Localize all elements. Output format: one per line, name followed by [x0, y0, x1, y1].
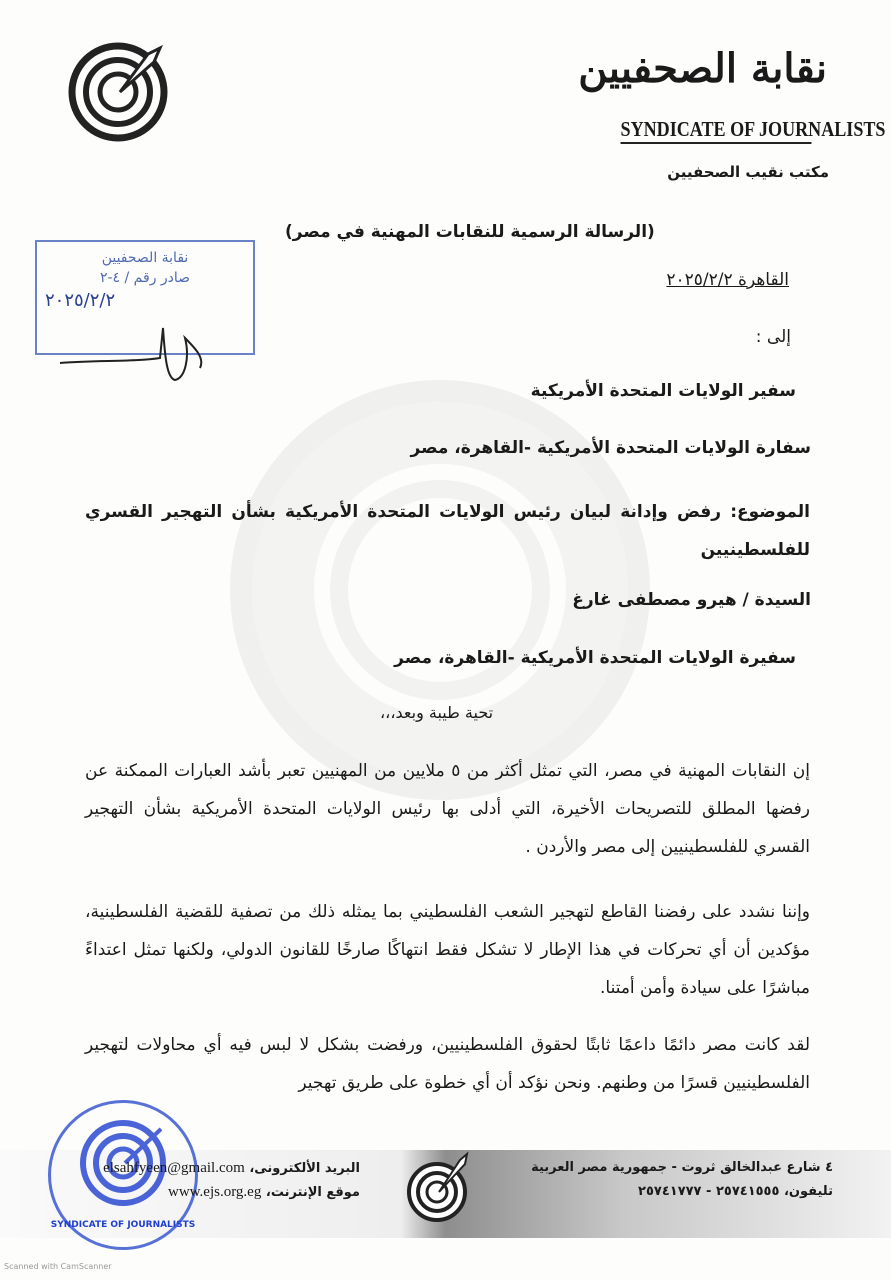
signature [55, 318, 205, 398]
logo-arabic: نقابة الصحفيين [578, 45, 827, 92]
footer-phone: تليفون، ٢٥٧٤١٥٥٥ - ٢٥٧٤١٧٧٧ [638, 1184, 833, 1199]
logo-english: SYNDICATE OF JOURNALISTS [621, 117, 812, 144]
paragraph-1: إن النقابات المهنية في مصر، التي تمثل أكثر من ٥ ملايين من المهنيين تعبر بأشد العبارات الممكنة عن رفضها المطلق للتصريحات الأخيرة، التي أدلى بها رئيس الولايات المتحدة الأمريكية بشأن التهجير القسري للفلسطينيين إلى مصر والأردن . [85, 761, 810, 857]
document-date: القاهرة ٢٠٢٥/٢/٢ [666, 270, 789, 290]
email-label: البريد الألكترونى، [249, 1161, 360, 1176]
website-link[interactable]: www.ejs.org.eg [168, 1184, 262, 1200]
stamp-line-1: نقابة الصحفيين [101, 250, 189, 266]
website-label: موقع الإنترنت، [265, 1185, 360, 1200]
recipient-1: سفير الولايات المتحدة الأمريكية [530, 381, 796, 401]
seal-text: SYNDICATE OF JOURNALISTS [50, 1220, 196, 1230]
footer-address: ٤ شارع عبدالخالق ثروت - جمهورية مصر العربية [531, 1160, 833, 1175]
stamp-line-2: صادر رقم / ٤-٢ [99, 270, 191, 286]
footer-email-row [60, 1160, 360, 1177]
addressee: السيدة / هيرو مصطفى غارغ [572, 590, 811, 610]
greeting: تحية طيبة وبعد،،، [380, 703, 494, 722]
footer-website-row [60, 1184, 360, 1201]
recipient-2: سفارة الولايات المتحدة الأمريكية -القاهرة، مصر [410, 438, 811, 458]
stamp-line-3: ٢٠٢٥/٢/٢ [45, 290, 116, 311]
email-link[interactable]: elsahfyeen@gmail.com [103, 1160, 245, 1176]
scanner-watermark: Scanned with CamScanner [4, 1262, 112, 1271]
subject: الموضوع: رفض وإدانة لبيان رئيس الولايات المتحدة الأمريكية بشأن التهجير القسري للفلسطينيين [85, 502, 810, 560]
paragraph-2: وإننا نشدد على رفضنا القاطع لتهجير الشعب الفلسطيني بما يمثله ذلك من تصفية للقضية الفلسطينية، مؤكدين أن أي تحركات في هذا الإطار لا تشكل فقط انتهاكًا صارخًا للقانون الدولي، ولكنها تمثل اعتداءً مباشرًا على سيادة وأمن أمتنا. [85, 902, 810, 998]
addressee-title: سفيرة الولايات المتحدة الأمريكية -القاهرة، مصر [394, 648, 796, 668]
document-title: (الرسالة الرسمية للنقابات المهنية في مصر) [285, 222, 655, 242]
to-label: إلى : [755, 327, 791, 347]
target-pen-logo-icon [68, 42, 168, 142]
paragraph-3: لقد كانت مصر دائمًا داعمًا ثابتًا لحقوق الفلسطينيين، ورفضت بشكل لا لبس فيه أي محاولات لتهجير الفلسطينيين قسرًا من وطنهم. ونحن نؤكد أن أي خطوة على طريق تهجير [85, 1035, 810, 1093]
office-name: مكتب نقيب الصحفيين [667, 163, 829, 181]
footer-logo-icon [405, 1150, 475, 1225]
